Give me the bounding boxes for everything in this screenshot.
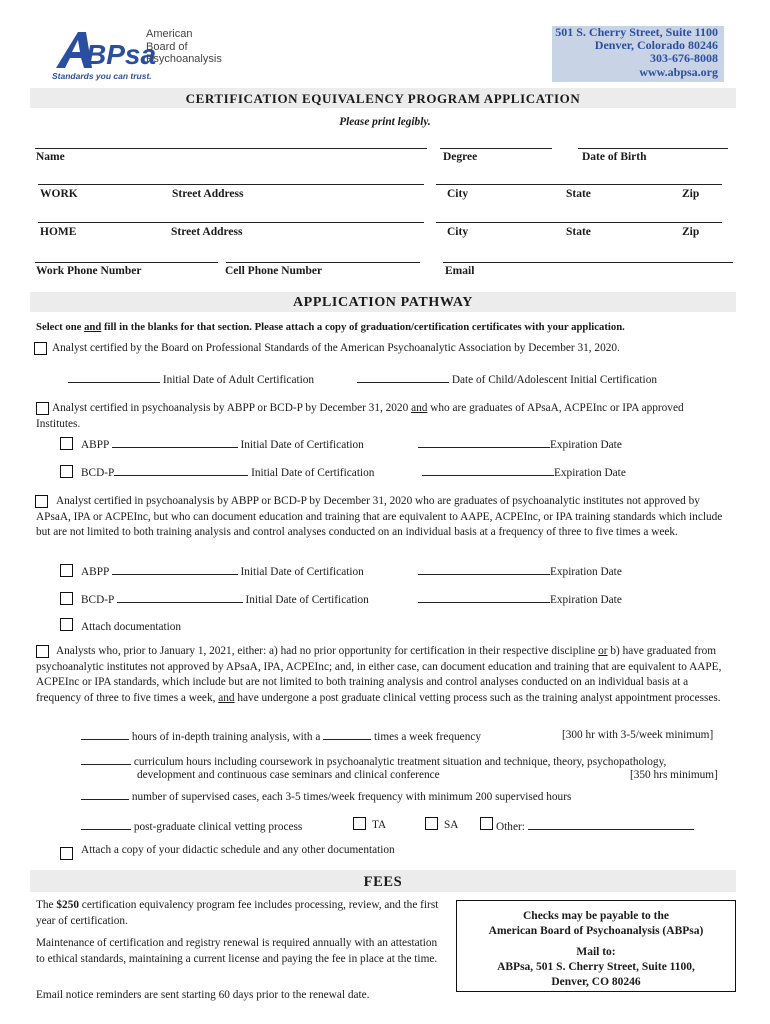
home-address-line[interactable] bbox=[38, 222, 424, 223]
dob-label: Date of Birth bbox=[582, 151, 647, 163]
option-3-bcdp-exp-blank[interactable] bbox=[418, 591, 550, 603]
option-2-bcdp-row: BCD-P Initial Date of Certification bbox=[81, 464, 374, 482]
option-1-checkbox[interactable] bbox=[34, 342, 47, 355]
work-phone-line[interactable] bbox=[35, 262, 218, 263]
work-state-label: State bbox=[566, 188, 591, 200]
attach-doc-label: Attach documentation bbox=[81, 621, 182, 633]
ta-checkbox[interactable] bbox=[353, 817, 366, 830]
degree-label: Degree bbox=[443, 151, 478, 163]
cell-phone-label: Cell Phone Number bbox=[225, 265, 323, 277]
mail-to-label: Mail to: bbox=[576, 946, 616, 958]
fees-paragraph-1: The $250 certification equivalency program fee includes processing, review, and the first year of certification. bbox=[36, 899, 439, 927]
other-row: Other: bbox=[496, 818, 694, 836]
name-line[interactable] bbox=[35, 148, 427, 149]
address-phone: 303-676-8008 bbox=[650, 51, 718, 66]
org-name-line-2: Board of bbox=[146, 40, 188, 53]
vetting-row: post-graduate clinical vetting process bbox=[81, 818, 302, 836]
attach-doc-checkbox[interactable] bbox=[60, 618, 73, 631]
work-address-line[interactable] bbox=[38, 184, 424, 185]
home-label: HOME bbox=[40, 226, 77, 238]
svg-text:BPsa: BPsa bbox=[86, 39, 157, 70]
mail-to-box bbox=[456, 900, 736, 992]
pathway-instructions: Select one and fill in the blanks for that section. Please attach a copy of graduation/certification certificates with your application. bbox=[36, 321, 625, 333]
child-cert-blank[interactable] bbox=[357, 371, 449, 383]
option-3-bcdp-checkbox[interactable] bbox=[60, 592, 73, 605]
mail-address-2: Denver, CO 80246 bbox=[551, 976, 641, 988]
curriculum-row: curriculum hours including coursework in psychoanalytic treatment situation and technique, theory, psychopathology, bbox=[81, 753, 666, 771]
option-3-abpp-row: ABPP Initial Date of Certification bbox=[81, 563, 364, 581]
cell-phone-line[interactable] bbox=[226, 262, 420, 263]
option-2-abpp-blank[interactable] bbox=[112, 436, 238, 448]
checks-line-2: American Board of Psychoanalysis (ABPsa) bbox=[488, 925, 704, 937]
child-cert-row: Date of Child/Adolescent Initial Certification bbox=[357, 371, 657, 389]
option-3-bcdp-row: BCD-P Initial Date of Certification bbox=[81, 591, 369, 609]
checks-line-1: Checks may be payable to the bbox=[523, 910, 669, 922]
home-zip-label: Zip bbox=[682, 226, 700, 238]
adult-cert-row: Initial Date of Adult Certification bbox=[68, 371, 314, 389]
address-city: Denver, Colorado 80246 bbox=[594, 38, 718, 53]
work-city-label: City bbox=[447, 188, 469, 200]
name-label: Name bbox=[36, 151, 65, 163]
option-3-abpp-checkbox[interactable] bbox=[60, 564, 73, 577]
org-name-line-1: American bbox=[146, 28, 193, 40]
option-2-abpp-checkbox[interactable] bbox=[60, 437, 73, 450]
supervised-row: number of supervised cases, each 3-5 times/week frequency with minimum 200 supervised hours bbox=[81, 788, 571, 806]
option-2-bcdp-checkbox[interactable] bbox=[60, 465, 73, 478]
attach-didactic-label: Attach a copy of your didactic schedule and any other documentation bbox=[81, 844, 395, 856]
title-bar bbox=[30, 88, 736, 108]
adult-cert-blank[interactable] bbox=[68, 371, 160, 383]
fees-paragraph-3: Email notice reminders are sent starting 60 days prior to the renewal date. bbox=[36, 989, 370, 1001]
frequency-blank[interactable] bbox=[323, 728, 371, 740]
address-block bbox=[552, 26, 724, 82]
home-city-label: City bbox=[447, 226, 469, 238]
vetting-blank[interactable] bbox=[81, 818, 131, 830]
org-name-line-3: Psychoanalysis bbox=[146, 53, 222, 65]
ta-label: TA bbox=[372, 819, 387, 831]
tagline: Standards you can trust. bbox=[52, 71, 152, 81]
address-website[interactable]: www.abpsa.org bbox=[639, 64, 718, 79]
fees-heading: FEES bbox=[363, 874, 403, 890]
option-1-text: Analyst certified by the Board on Professional Standards of the American Psychoanalytic Association by December 31, 2020. bbox=[52, 342, 620, 354]
fees-paragraph-2: Maintenance of certification and registry renewal is required annually with an attestation to ethical standards, maintaining a current license and paying the fee in place at the time. bbox=[36, 937, 438, 965]
curriculum-row-2: development and continuous case seminars and clinical conference bbox=[137, 769, 440, 781]
other-checkbox[interactable] bbox=[480, 817, 493, 830]
option-2-abpp-exp: Expiration Date bbox=[418, 436, 622, 454]
work-phone-label: Work Phone Number bbox=[36, 265, 142, 277]
subtitle: Please print legibly. bbox=[339, 116, 431, 128]
sa-label: SA bbox=[444, 819, 459, 831]
dob-line[interactable] bbox=[578, 148, 728, 149]
fees-bar bbox=[30, 870, 736, 892]
home-state-label: State bbox=[566, 226, 591, 238]
option-2-text: Analyst certified in psychoanalysis by ABPP or BCD-P by December 31, 2020 and who are graduates of APsaA, ACPEInc or IPA approved Institutes. bbox=[36, 402, 684, 430]
option-2-bcdp-exp-blank[interactable] bbox=[422, 464, 554, 476]
hours-training-min: [300 hr with 3-5/week minimum] bbox=[562, 729, 714, 741]
option-2-bcdp-blank[interactable] bbox=[114, 464, 248, 476]
option-2-bcdp-exp: Expiration Date bbox=[422, 464, 626, 482]
work-label: WORK bbox=[40, 188, 78, 200]
email-line[interactable] bbox=[443, 262, 733, 263]
sa-checkbox[interactable] bbox=[425, 817, 438, 830]
option-2-abpp-row: ABPP Initial Date of Certification bbox=[81, 436, 364, 454]
work-csz-line[interactable] bbox=[436, 184, 722, 185]
home-street-label: Street Address bbox=[171, 226, 243, 238]
attach-didactic-checkbox[interactable] bbox=[60, 847, 73, 860]
option-4-text: Analysts who, prior to January 1, 2021, either: a) had no prior opportunity for certification in their respective discipline or b) have graduated from psychoanalytic institutes not approved by APsaA, IPA, ACPEInc; and, in either case, can document education and training that are equivalent to AAPE, ACPEInc or IPA standards, which include but are not limited to both training analysis and control analyses conducted on an individual basis at a frequency of three to five times a week, and have undergone a post graduate clinical vetting process such as the training analyst appointment processes. bbox=[36, 645, 722, 704]
abpsa-logo-icon bbox=[52, 28, 157, 72]
option-3-abpp-exp: Expiration Date bbox=[418, 563, 622, 581]
curriculum-min: [350 hrs minimum] bbox=[630, 769, 718, 781]
page-title: CERTIFICATION EQUIVALENCY PROGRAM APPLICATION bbox=[185, 91, 581, 106]
other-blank[interactable] bbox=[528, 818, 694, 830]
option-3-text: Analyst certified in psychoanalysis by ABPP or BCD-P by December 31, 2020 who are graduates of psychoanalytic institutes not approved by APsaA, IPA or ACPEInc, but who can document education and training that are equivalent to AAPE, ACPEInc, or IPA training standards which include but are not limited to both training analysis and control analyses conducted on an individual basis at a frequency of three to five times a week. bbox=[36, 495, 723, 539]
logo bbox=[52, 28, 232, 84]
supervised-blank[interactable] bbox=[81, 788, 129, 800]
mail-address-1: ABPsa, 501 S. Cherry Street, Suite 1100, bbox=[497, 961, 695, 973]
hours-training-row: hours of in-depth training analysis, with a times a week frequency bbox=[81, 728, 481, 746]
email-label: Email bbox=[445, 265, 475, 277]
option-3-bcdp-exp: Expiration Date bbox=[418, 591, 622, 609]
pathway-heading: APPLICATION PATHWAY bbox=[292, 295, 474, 310]
option-3-abpp-exp-blank[interactable] bbox=[418, 563, 550, 575]
hours-training-blank[interactable] bbox=[81, 728, 129, 740]
option-2-abpp-exp-blank[interactable] bbox=[418, 436, 550, 448]
degree-line[interactable] bbox=[440, 148, 552, 149]
pathway-bar bbox=[30, 292, 736, 312]
work-zip-label: Zip bbox=[682, 188, 700, 200]
work-street-label: Street Address bbox=[172, 188, 244, 200]
option-3-bcdp-blank[interactable] bbox=[117, 591, 243, 603]
option-3-abpp-blank[interactable] bbox=[112, 563, 238, 575]
curriculum-blank[interactable] bbox=[81, 753, 131, 765]
home-csz-line[interactable] bbox=[436, 222, 722, 223]
address-street: 501 S. Cherry Street, Suite 1100 bbox=[555, 25, 718, 39]
